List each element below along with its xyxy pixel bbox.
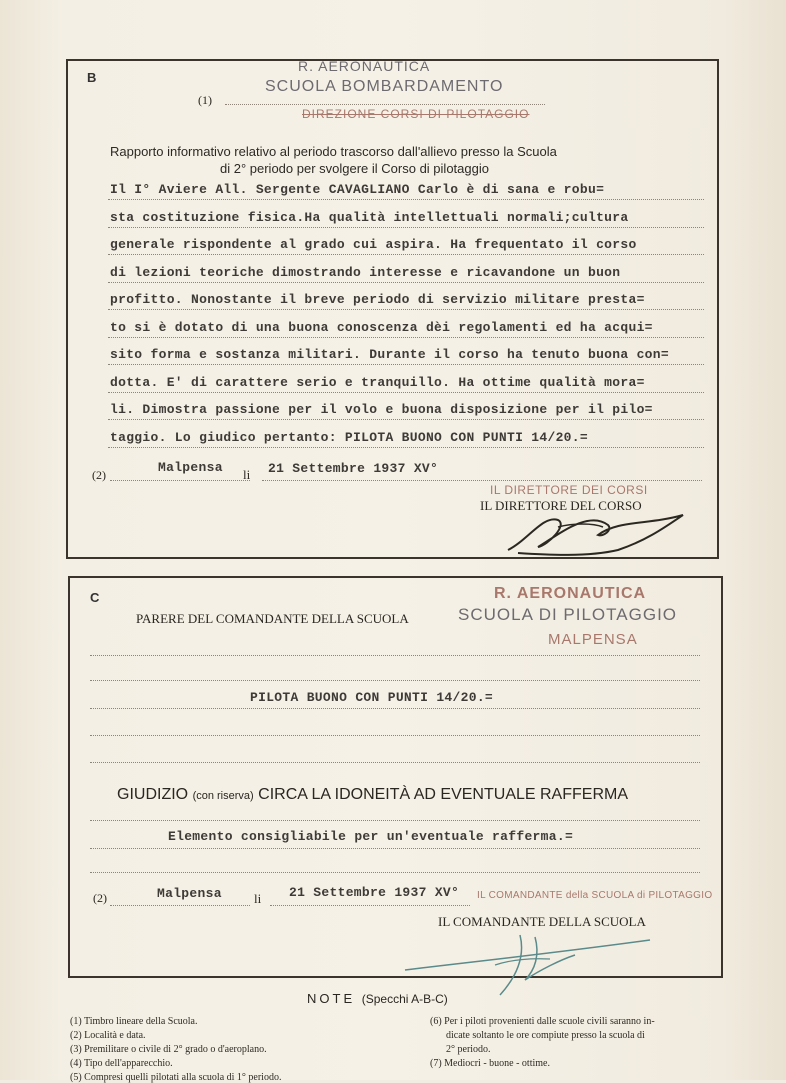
report-dotline bbox=[108, 227, 704, 228]
report-line: taggio. Lo giudico pertanto: PILOTA BUONO CON PUNTI 14/20.= bbox=[110, 429, 588, 445]
section-c-letter: C bbox=[90, 590, 100, 605]
date-c: 21 Settembre 1937 XV° bbox=[289, 885, 460, 900]
stamp-direzione-corsi: DIREZIONE CORSI DI PILOTAGGIO bbox=[302, 107, 530, 121]
stamp-comandante: IL COMANDANTE della SCUOLA di PILOTAGGIO bbox=[477, 890, 713, 901]
report-line: li. Dimostra passione per il volo e buona disposizione per il pilo= bbox=[110, 402, 653, 417]
stamp-aeronautica: R. AERONAUTICA bbox=[298, 58, 431, 74]
report-dotline bbox=[108, 337, 704, 338]
report-line: profitto. Nonostante il breve periodo di servizio militare presta= bbox=[110, 292, 645, 307]
signature-commander bbox=[400, 925, 680, 1000]
place-c: Malpensa bbox=[157, 886, 222, 901]
marker-2-b: (2) bbox=[92, 468, 106, 482]
notes-title bbox=[307, 991, 448, 1006]
stamp-scuola-bombardamento: SCUOLA BOMBARDAMENTO bbox=[265, 78, 504, 95]
report-dotline bbox=[108, 282, 704, 283]
dotline-place-c bbox=[110, 905, 250, 906]
note-item: (5) Compresi quelli pilotati alla scuola di 1° periodo. bbox=[70, 1072, 282, 1083]
dotline-c-5 bbox=[90, 762, 700, 763]
report-line: to si è dotato di una buona conoscenza dèi regolamenti ed ha acqui= bbox=[110, 319, 653, 335]
stamp-dotline bbox=[225, 104, 545, 105]
signature-director bbox=[498, 505, 698, 560]
report-line: sta costituzione fisica.Ha qualità intellettuali normali;cultura bbox=[110, 209, 629, 225]
notes-subtitle: (Specchi A-B-C) bbox=[361, 992, 448, 1006]
report-title-line-2: di 2° periodo per svolgere il Corso di pilotaggio bbox=[220, 161, 489, 176]
report-dotline bbox=[108, 199, 704, 200]
dotline-place-b bbox=[110, 480, 250, 481]
con-riserva-label: (con riserva) bbox=[192, 790, 254, 802]
report-line: generale rispondente al grado cui aspira. Ha frequentato il corso bbox=[110, 237, 637, 252]
note-item: (1) Timbro lineare della Scuola. bbox=[70, 1016, 198, 1027]
giudizio-heading bbox=[117, 786, 628, 804]
dotline-c-6 bbox=[90, 820, 700, 821]
dotline-c-8 bbox=[90, 872, 700, 873]
notes-title-text: NOTE bbox=[307, 991, 356, 1006]
note-item: (4) Tipo dell'apparecchio. bbox=[70, 1058, 173, 1069]
dotline-c-7 bbox=[90, 848, 700, 849]
li-b: li bbox=[243, 467, 251, 482]
report-line: di lezioni teoriche dimostrando interesse e ricavandone un buon bbox=[110, 264, 621, 280]
note-item: (7) Mediocri - buone - ottime. bbox=[430, 1058, 550, 1069]
dotline-c-3 bbox=[90, 708, 700, 709]
report-dotline bbox=[108, 254, 704, 255]
parere-text: PILOTA BUONO CON PUNTI 14/20.= bbox=[250, 690, 494, 705]
place-b: Malpensa bbox=[158, 460, 223, 475]
giudizio-text: Elemento consigliabile per un'eventuale rafferma.= bbox=[168, 829, 574, 844]
marker-1: (1) bbox=[198, 93, 212, 107]
note-item: dicate soltanto le ore compiute presso la scuola di bbox=[446, 1030, 645, 1041]
dotline-c-4 bbox=[90, 735, 700, 736]
report-dotline bbox=[108, 419, 704, 420]
report-line: sito forma e sostanza militari. Durante il corso ha tenuto buona con= bbox=[110, 347, 669, 362]
note-item: 2° periodo. bbox=[446, 1044, 491, 1055]
stamp-c-aeronautica: R. AERONAUTICA bbox=[494, 585, 647, 602]
director-label: IL DIRETTORE DEL CORSO bbox=[480, 498, 642, 513]
note-item: (2) Località e data. bbox=[70, 1030, 146, 1041]
stamp-direttore-corsi: IL DIRETTORE DEI CORSI bbox=[490, 483, 648, 497]
section-b-letter: B bbox=[87, 70, 97, 85]
dotline-date-c bbox=[270, 905, 470, 906]
marker-2-c: (2) bbox=[93, 891, 107, 905]
stamp-c-malpensa: MALPENSA bbox=[548, 631, 638, 648]
dotline-c-1 bbox=[90, 655, 700, 656]
parere-label: PARERE DEL COMANDANTE DELLA SCUOLA bbox=[136, 611, 409, 626]
giudizio-rest: CIRCA LA IDONEITÀ AD EVENTUALE RAFFERMA bbox=[258, 786, 628, 803]
giudizio-label: GIUDIZIO bbox=[117, 786, 189, 803]
stamp-c-scuola-pilotaggio: SCUOLA DI PILOTAGGIO bbox=[458, 605, 678, 624]
note-item: (3) Premilitare o civile di 2° grado o d'aeroplano. bbox=[70, 1044, 267, 1055]
report-dotline bbox=[108, 309, 704, 310]
report-title-line-1: Rapporto informativo relativo al periodo trascorso dall'allievo presso la Scuola bbox=[110, 144, 557, 159]
note-item: (6) Per i piloti provenienti dalle scuole civili saranno in- bbox=[430, 1016, 655, 1027]
report-dotline bbox=[108, 447, 704, 448]
li-c: li bbox=[254, 891, 262, 906]
report-line: Il I° Aviere All. Sergente CAVAGLIANO Carlo è di sana e robu= bbox=[110, 182, 605, 197]
report-dotline bbox=[108, 364, 704, 365]
report-dotline bbox=[108, 392, 704, 393]
date-b: 21 Settembre 1937 XV° bbox=[268, 461, 439, 476]
report-line: dotta. E' di carattere serio e tranquillo. Ha ottime qualità mora= bbox=[110, 374, 645, 390]
dotline-c-2 bbox=[90, 680, 700, 681]
commander-label: IL COMANDANTE DELLA SCUOLA bbox=[438, 914, 646, 929]
dotline-date-b bbox=[262, 480, 702, 481]
